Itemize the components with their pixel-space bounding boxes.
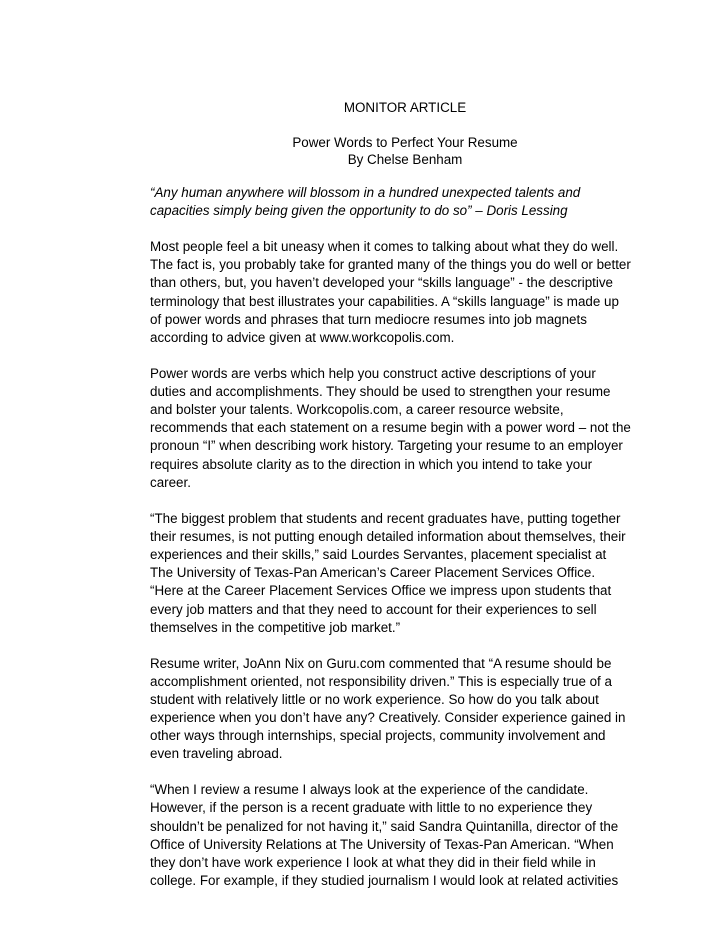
text-line: college. For example, if they studied journalism I would look at related activities bbox=[150, 873, 619, 889]
text-line: pronoun “I” when describing work history. Targeting your resume to an employer bbox=[150, 438, 623, 454]
text-line: career. bbox=[150, 474, 191, 490]
epigraph-quote bbox=[150, 184, 670, 220]
text-line: The University of Texas-Pan American’s Career Placement Services Office. bbox=[150, 565, 596, 581]
text-line: recommends that each statement on a resume begin with a power word – not the bbox=[150, 420, 631, 436]
paragraph bbox=[150, 655, 670, 764]
text-line: “When I review a resume I always look at the experience of the candidate. bbox=[150, 782, 589, 798]
article-title: Power Words to Perfect Your Resume bbox=[292, 135, 518, 150]
article-body bbox=[150, 184, 670, 908]
text-line: they don’t have work experience I look at what they did in their field while in bbox=[150, 854, 596, 870]
text-line: every job matters and that they need to account for their experiences to sell bbox=[150, 601, 597, 617]
text-line: accomplishment oriented, not responsibility driven.” This is especially true of a bbox=[150, 673, 612, 689]
text-line: experience when you don’t have any? Creatively. Consider experience gained in bbox=[150, 710, 626, 726]
text-line: other ways through internships, special projects, community involvement and bbox=[150, 728, 606, 744]
text-line: requires absolute clarity as to the direction in which you intend to take your bbox=[150, 456, 593, 472]
text-line: their resumes, is not putting enough detailed information about themselves, their bbox=[150, 528, 626, 544]
article-heading: MONITOR ARTICLE bbox=[343, 100, 467, 115]
text-line: Office of University Relations at The University of Texas-Pan American. “When bbox=[150, 836, 614, 852]
text-line: duties and accomplishments. They should be used to strengthen your resume bbox=[150, 383, 611, 399]
paragraph bbox=[150, 781, 670, 890]
paragraph bbox=[150, 365, 670, 492]
article-byline: By Chelse Benham bbox=[347, 152, 463, 167]
text-line: themselves in the competitive job market.” bbox=[150, 619, 401, 635]
text-line: terminology that best illustrates your capabilities. A “skills language” is made up bbox=[150, 293, 619, 309]
paragraph bbox=[150, 510, 670, 637]
text-line: Most people feel a bit uneasy when it comes to talking about what they do well. bbox=[150, 238, 619, 254]
text-line: The fact is, you probably take for granted many of the things you do well or better bbox=[150, 257, 631, 273]
text-line: than others, but, you haven’t developed your “skills language” - the descriptive bbox=[150, 275, 613, 291]
text-line: Power words are verbs which help you construct active descriptions of your bbox=[150, 365, 596, 381]
text-line: Resume writer, JoAnn Nix on Guru.com commented that “A resume should be bbox=[150, 655, 612, 671]
text-line: “Any human anywhere will blossom in a hundred unexpected talents and bbox=[150, 185, 581, 200]
text-line: even traveling abroad. bbox=[150, 746, 283, 762]
text-line: and bolster your talents. Workcopolis.com, a career resource website, bbox=[150, 402, 564, 418]
text-line: “Here at the Career Placement Services Office we impress upon students that bbox=[150, 583, 612, 599]
text-line: of power words and phrases that turn mediocre resumes into job magnets bbox=[150, 311, 587, 327]
text-line: experiences and their skills,” said Lourdes Servantes, placement specialist at bbox=[150, 546, 607, 562]
text-line: student with relatively little or no work experience. So how do you talk about bbox=[150, 691, 599, 707]
text-line: However, if the person is a recent graduate with little to no experience they bbox=[150, 800, 593, 816]
text-line: according to advice given at www.workcopolis.com. bbox=[150, 329, 455, 345]
text-line: shouldn’t be penalized for not having it,” said Sandra Quintanilla, director of the bbox=[150, 818, 619, 834]
paragraph bbox=[150, 238, 670, 347]
text-line: “The biggest problem that students and recent graduates have, putting together bbox=[150, 510, 621, 526]
text-line: capacities simply being given the opportunity to do so” – Doris Lessing bbox=[150, 203, 568, 219]
